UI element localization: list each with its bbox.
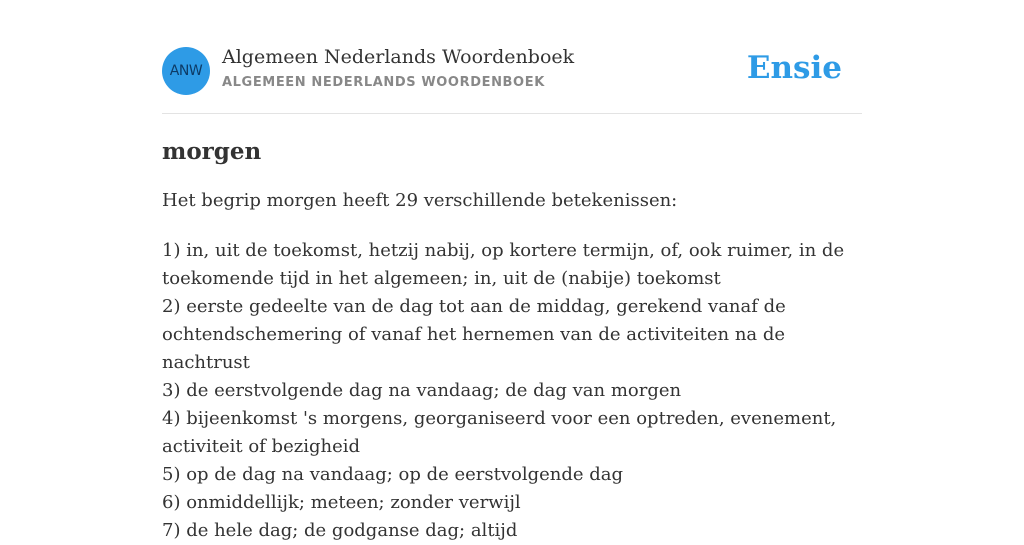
definition-item: 6) onmiddellijk; meteen; zonder verwijl [162, 492, 521, 513]
definition-item: 7) de hele dag; de godganse dag; altijd [162, 520, 518, 541]
definition-item: 4) bijeenkomst 's morgens, georganiseerd voor een optreden, evenement, activiteit of bezigheid [162, 408, 837, 457]
header-divider [162, 113, 862, 114]
anw-logo[interactable] [162, 47, 210, 95]
definition-item: 3) de eerstvolgende dag na vandaag; de dag van morgen [162, 380, 682, 401]
definition-list [162, 237, 862, 545]
word-title: morgen [162, 138, 262, 165]
dictionary-title[interactable]: Algemeen Nederlands Woordenboek [222, 46, 575, 68]
dictionary-subtitle: ALGEMEEN NEDERLANDS WOORDENBOEK [222, 75, 545, 90]
site-header [162, 47, 862, 95]
logo-text: ANW [169, 63, 203, 79]
definitions-intro: Het begrip morgen heeft 29 verschillende betekenissen: [162, 190, 678, 211]
definition-item: 2) eerste gedeelte van de dag tot aan de middag, gerekend vanaf de ochtendschemering of vanaf het hernemen van de activiteiten na de nachtrust [162, 296, 786, 373]
definition-item: 1) in, uit de toekomst, hetzij nabij, op kortere termijn, of, ook ruimer, in de toekomende tijd in het algemeen; in, uit de (nabije) toekomst [162, 240, 845, 289]
ensie-brand-logo[interactable]: Ensie [746, 50, 842, 86]
definition-item: 5) op de dag na vandaag; op de eerstvolgende dag [162, 464, 624, 485]
